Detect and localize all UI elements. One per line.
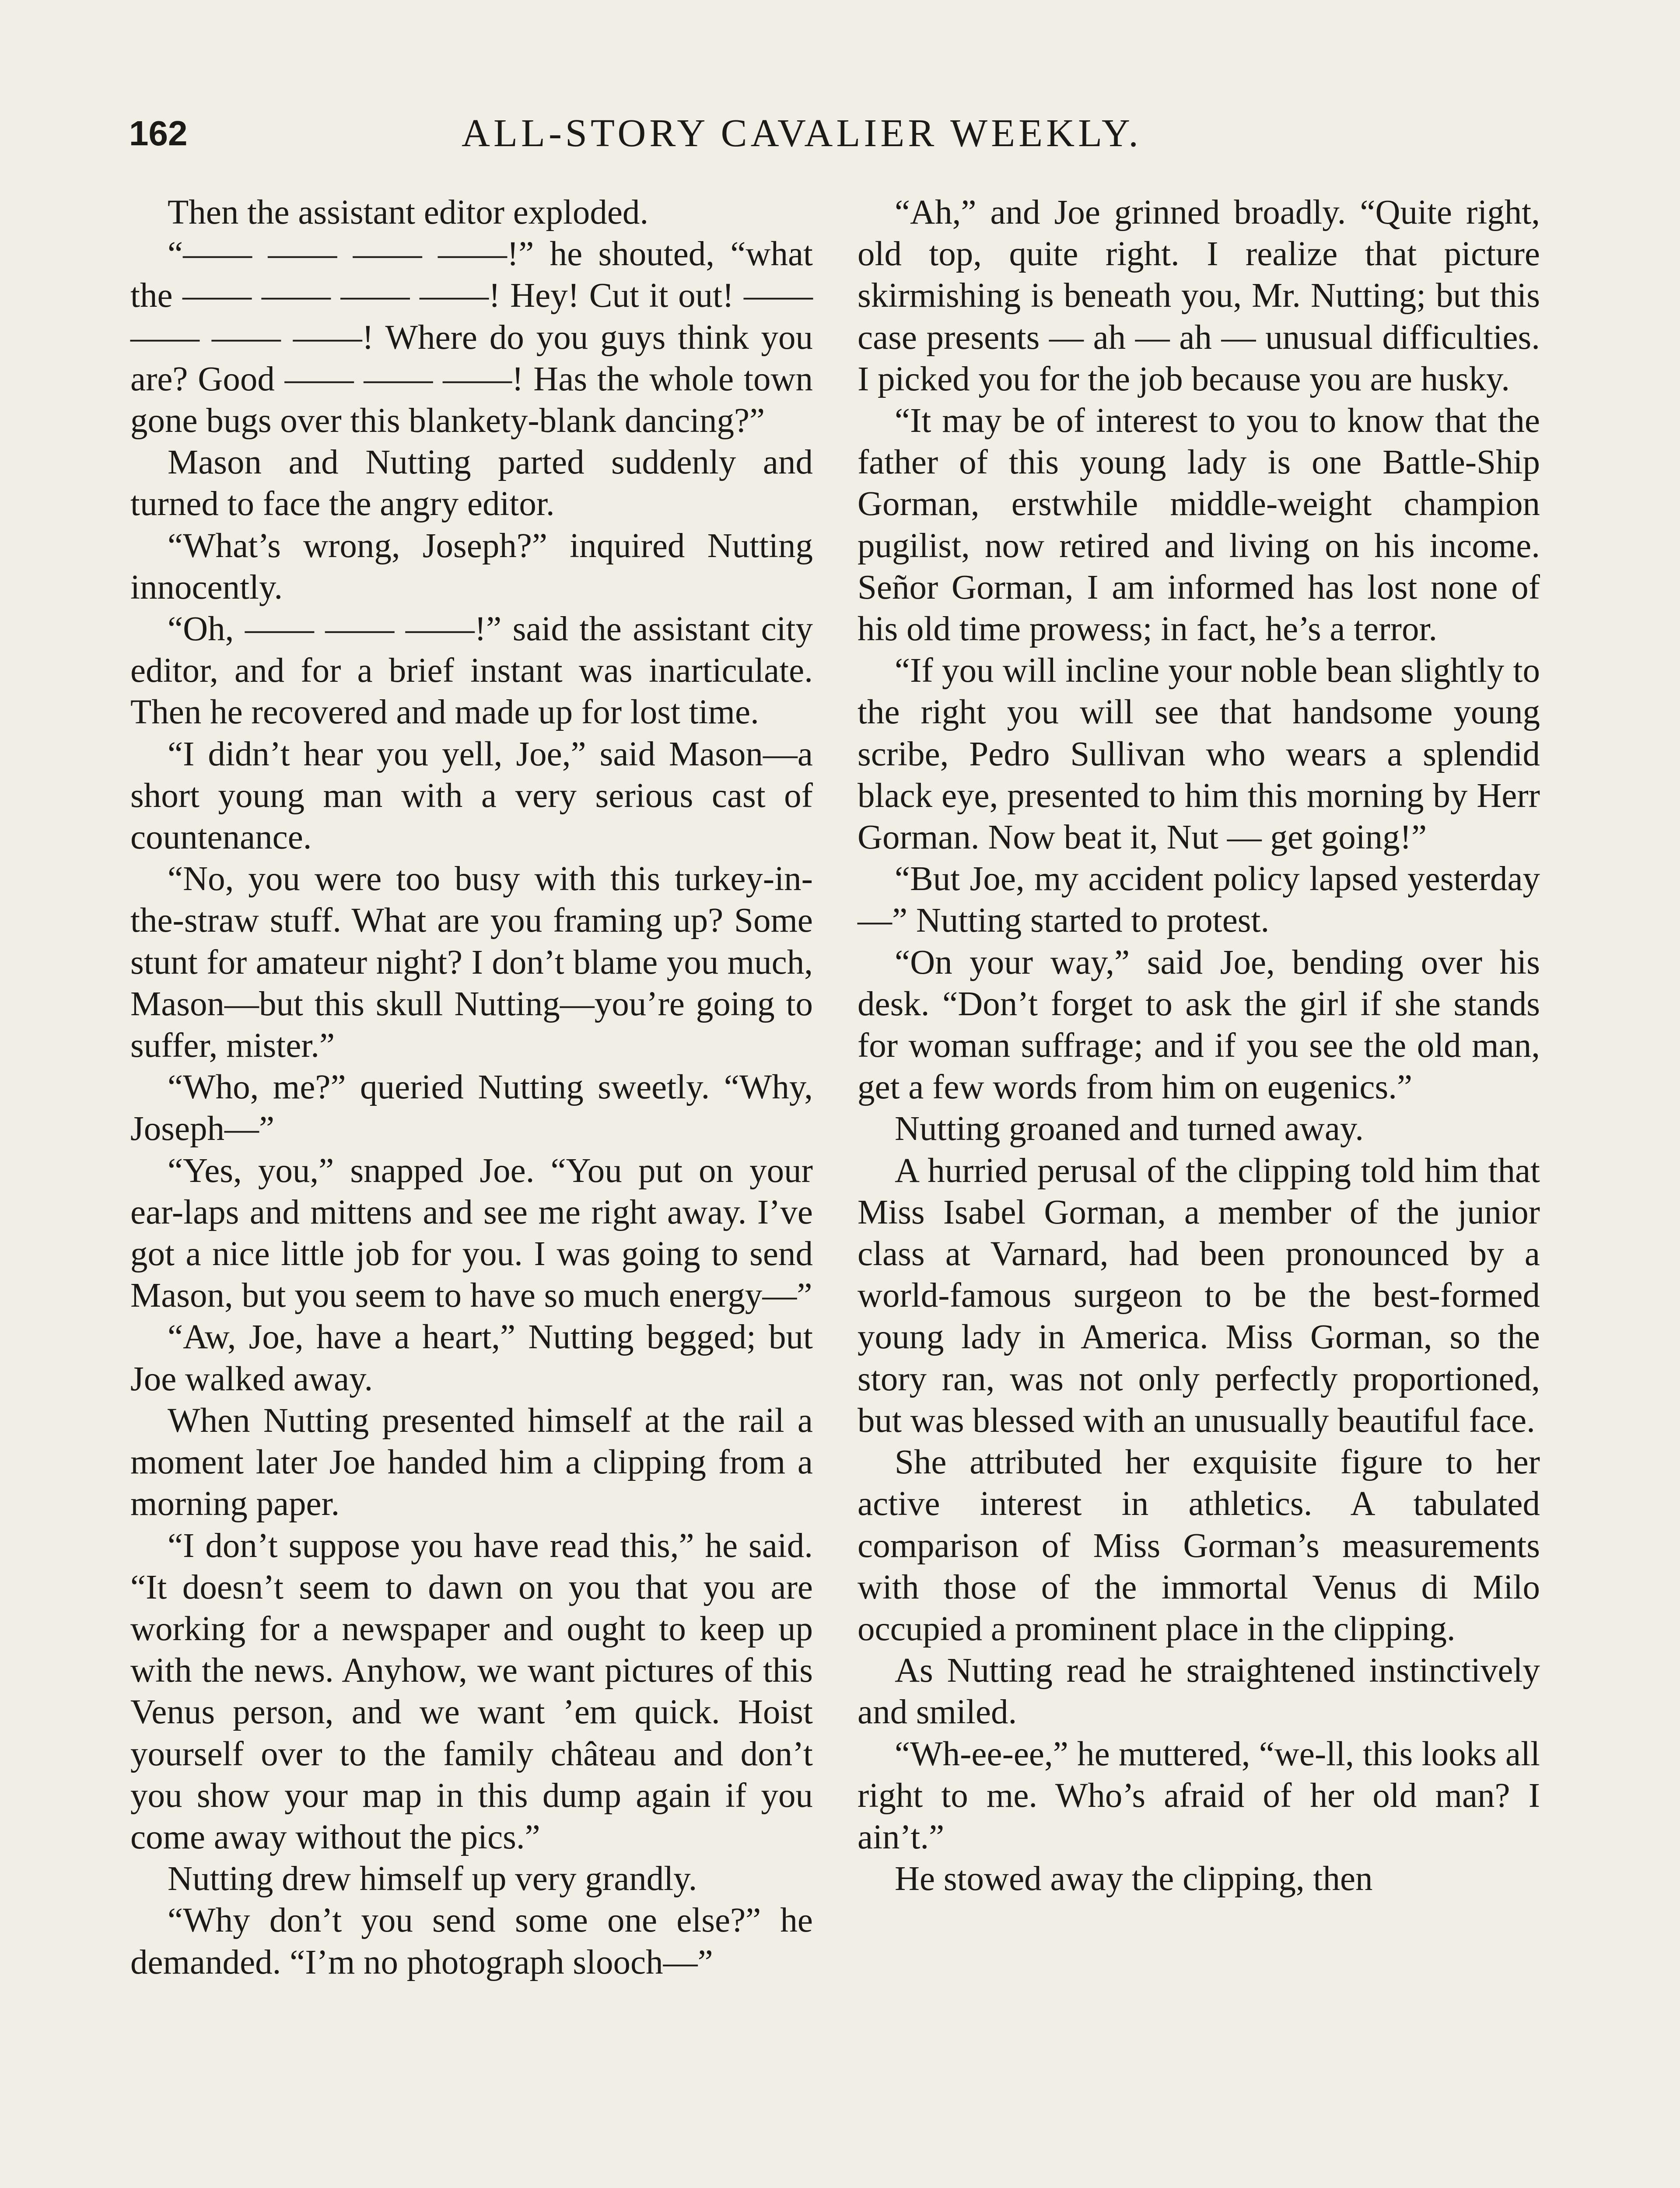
paragraph: He stowed away the clipping, then [895,1860,1373,1898]
paragraph: “I don’t suppose you have read this,” he said. “It doesn’t seem to dawn on you that you are working for a newspaper and ought to keep up with the news. Anyhow, we want pictures of this Venus person, and we want ’em quick. Hoist yourself over to the family château and don’t you show your map in this dump again if you come away without the pics.” [130,1526,813,1856]
paragraph: Nutting drew himself up very grandly. [168,1860,697,1898]
paragraph: “It may be of interest to you to know that the father of this young lady is one Battle-Ship Gorman, erstwhile middle-weight champion pugilist, now retired and living on his income. Señor Gorman, I am informed has lost none of his old time prowess; in fact, he’s a terror. [858,402,1540,649]
page-header [129,103,1555,164]
paragraph: She attributed her exquisite figure to her active interest in athletics. A tabulated comparison of Miss Gorman’s measurements with those of the immortal Venus di Milo occupied a prominent place in the clipping. [858,1443,1540,1648]
paragraph: Nutting groaned and turned away. [895,1110,1364,1148]
paragraph: “What’s wrong, Joseph?” inquired Nutting innocently. [130,526,813,607]
paragraph: “Aw, Joe, have a heart,” Nutting begged; but Joe walked away. [130,1318,813,1398]
paragraph: “I didn’t hear you yell, Joe,” said Mason—a short young man with a very serious cast of countenance. [130,735,813,857]
right-column [858,192,1540,1900]
paragraph: Mason and Nutting parted suddenly and turned to face the angry editor. [130,443,813,523]
page-number: 162 [129,114,188,153]
paragraph: When Nutting presented himself at the rail a moment later Joe handed him a clipping from a morning paper. [130,1401,813,1523]
paragraph: “No, you were too busy with this turkey-in-the-straw stuff. What are you framing up? Some stunt for amateur night? I don’t blame you much, Mason—but this skull Nutting—you’re going to suffer, mister.” [130,860,813,1065]
paragraph: “Why don’t you send some one else?” he demanded. “I’m no photograph slooch—” [130,1901,813,1981]
paragraph: “Oh, —— —— ——!” said the assistant city editor, and for a brief instant was inarticulate. Then he recovered and made up for lost time. [130,610,813,732]
paragraph: “—— —— —— ——!” he shouted, “what the —— —— —— ——! Hey! Cut it out! —— —— —— ——! Where do you guys think you are? Good —— —— ——! Has the whole town gone bugs over this blankety-blank dancing?” [130,235,813,440]
paragraph: “On your way,” said Joe, bending over his desk. “Don’t forget to ask the girl if she stands for woman suffrage; and if you see the old man, get a few words from him on eugenics.” [858,943,1540,1107]
left-column [130,192,813,1983]
paragraph: “Wh-ee-ee,” he muttered, “we-ll, this looks all right to me. Who’s afraid of her old man? I ain’t.” [858,1735,1540,1856]
paragraph: “Who, me?” queried Nutting sweetly. “Why, Joseph—” [130,1068,813,1148]
paragraph: Then the assistant editor exploded. [168,193,649,231]
paragraph: A hurried perusal of the clipping told him that Miss Isabel Gorman, a member of the junior class at Varnard, had been pronounced by a world-famous surgeon to be the best-formed young lady in America. Miss Gorman, so the story ran, was not only perfectly proportioned, but was blessed with an unusually beautiful face. [858,1151,1540,1440]
paragraph: As Nutting read he straightened instinctively and smiled. [858,1652,1540,1732]
paragraph: “Yes, you,” snapped Joe. “You put on your ear-laps and mittens and see me right away. I’ve got a nice little job for you. I was going to send Mason, but you seem to have so much energy—” [130,1151,813,1315]
running-title: ALL-STORY CAVALIER WEEKLY. [462,112,1142,155]
paragraph: “But Joe, my accident policy lapsed yesterday—” Nutting started to protest. [858,860,1540,940]
paragraph: “If you will incline your noble bean slightly to the right you will see that handsome young scribe, Pedro Sullivan who wears a splendid black eye, presented to him this morning by Herr Gorman. Now beat it, Nut — get going!” [858,652,1540,857]
paragraph: “Ah,” and Joe grinned broadly. “Quite right, old top, quite right. I realize that picture skirmishing is beneath you, Mr. Nutting; but this case presents — ah — ah — unusual difficulties. I picked you for the job because you are husky. [858,193,1540,398]
